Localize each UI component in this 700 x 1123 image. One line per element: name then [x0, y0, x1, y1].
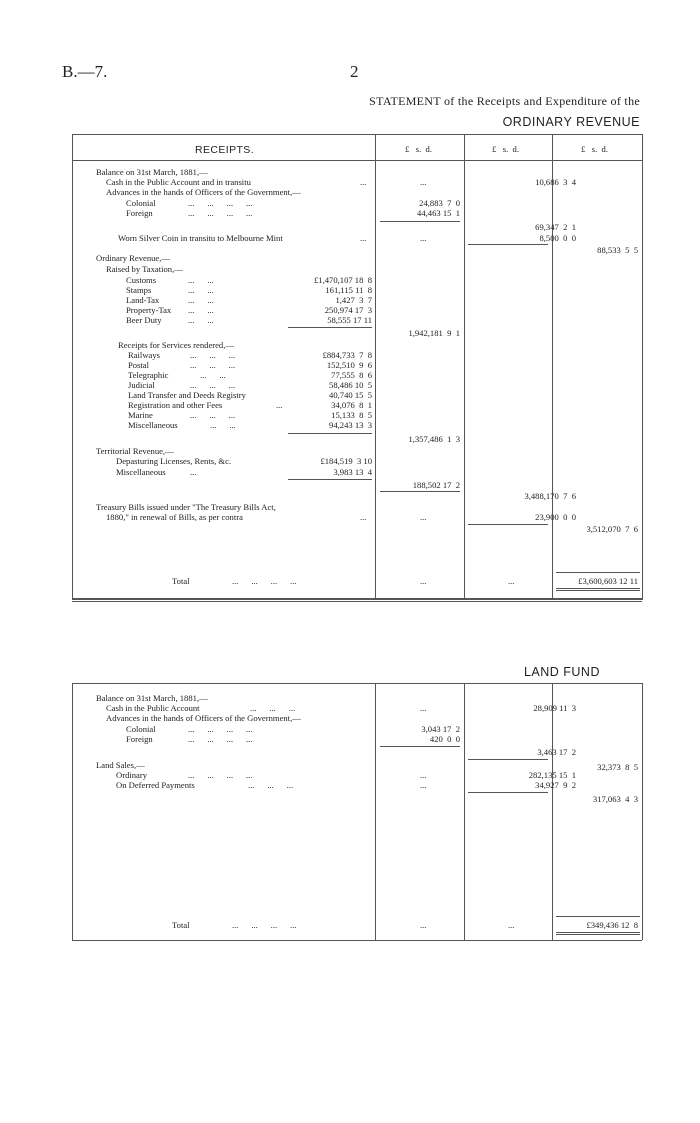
leader: ... ... ...: [190, 350, 236, 360]
leader: ...: [420, 512, 427, 522]
service-amount: 77,555 8 6: [331, 370, 372, 380]
service-label: Telegraphic: [128, 370, 169, 380]
lf-foreign-amount: 420 0 0: [429, 734, 460, 744]
leader: ...: [420, 770, 427, 780]
page-number: 2: [350, 62, 359, 81]
foreign-amount: 44,463 15 1: [417, 208, 460, 218]
section-title-land-fund: LAND FUND: [523, 665, 600, 679]
service-label: Railways: [128, 350, 160, 360]
taxation-label: Stamps: [126, 285, 152, 295]
lf-balance-heading: Balance on 31st March, 1881,—: [96, 693, 208, 703]
cash-label: Cash in the Public Account and in transitu: [106, 177, 251, 187]
leader: ...: [360, 233, 367, 243]
lf-colonial-label: Colonial: [126, 724, 156, 734]
leader: ... ... ...: [190, 360, 236, 370]
services-total: 1,357,486 1 3: [408, 434, 460, 444]
col-header-3: £ s. d.: [581, 144, 608, 154]
leader: ... ... ...: [248, 780, 294, 790]
leader: ...: [360, 177, 367, 187]
statement-title: STATEMENT of the Receipts and Expenditure of the: [369, 94, 640, 108]
leader: ... ... ... ...: [188, 770, 253, 780]
leader: ... ... ... ...: [232, 920, 297, 930]
leader: ... ... ...: [190, 380, 236, 390]
lf-total-amount: £349,436 12 8: [586, 920, 638, 930]
lf-foreign-label: Foreign: [126, 734, 153, 744]
leader: ... ... ... ...: [188, 734, 253, 744]
section-title-ordinary-revenue: ORDINARY REVENUE: [502, 115, 640, 129]
leader: ...: [420, 780, 427, 790]
page-ref: B.—7.: [62, 62, 108, 81]
lf-ordinary-amount: 282,135 15 1: [528, 770, 576, 780]
lf-cash-label: Cash in the Public Account: [106, 703, 200, 713]
lf-ordinary-label: Ordinary: [116, 770, 148, 780]
leader: ...: [276, 400, 283, 410]
service-label: Judicial: [128, 380, 155, 390]
silver-amount: 8,500 0 0: [539, 233, 576, 243]
lf-colonial-amount: 3,043 17 2: [421, 724, 460, 734]
territorial-label: Depasturing Licenses, Rents, &c.: [116, 456, 232, 466]
balance-heading: Balance on 31st March, 1881,—: [96, 167, 208, 177]
service-label: Marine: [128, 410, 153, 420]
service-amount: 94,243 13 3: [329, 420, 372, 430]
territorial-amount: 3,983 13 4: [333, 467, 372, 477]
silver-label: Worn Silver Coin in transitu to Melbourne Mint: [118, 233, 283, 243]
colonial-amount: 24,883 7 0: [419, 198, 460, 208]
leader: ... ...: [188, 285, 214, 295]
service-label: Postal: [128, 360, 150, 370]
taxation-amount: 1,427 3 7: [335, 295, 372, 305]
taxation-heading: Raised by Taxation,—: [106, 264, 183, 274]
lf-sales-heading: Land Sales,—: [96, 760, 145, 770]
service-amount: 15,133 8 5: [331, 410, 372, 420]
treasury-amount: 23,900 0 0: [535, 512, 576, 522]
leader: ... ...: [200, 370, 226, 380]
taxation-amount: 161,115 11 8: [325, 285, 372, 295]
leader: ... ... ...: [250, 703, 296, 713]
lf-advances-total: 3,463 17 2: [537, 747, 576, 757]
grand-subtotal: 3,512,070 7 6: [586, 524, 638, 534]
leader: ...: [420, 576, 427, 586]
taxation-amount: £1,470,107 18 8: [313, 275, 372, 285]
leader: ...: [420, 703, 427, 713]
leader: ... ...: [188, 305, 214, 315]
treasury-label-2: 1880," in renewal of Bills, as per contra: [106, 512, 243, 522]
service-label: Land Transfer and Deeds Registry: [128, 390, 246, 400]
lf-total-label: Total: [172, 920, 190, 930]
foreign-label: Foreign: [126, 208, 153, 218]
colonial-label: Colonial: [126, 198, 156, 208]
leader: ...: [420, 920, 427, 930]
taxation-label: Property-Tax: [126, 305, 172, 315]
leader: ... ... ...: [190, 410, 236, 420]
lf-balance-total: 32,373 8 5: [597, 762, 638, 772]
lf-advances-label: Advances in the hands of Officers of the Government,—: [106, 713, 301, 723]
territorial-amount: £184,519 3 10: [320, 456, 372, 466]
leader: ...: [508, 576, 515, 586]
leader: ... ... ... ...: [188, 198, 253, 208]
taxation-label: Beer Duty: [126, 315, 162, 325]
total-amount: £3,600,603 12 11: [578, 576, 638, 586]
taxation-total: 1,942,181 9 1: [408, 328, 460, 338]
col-header-2: £ s. d.: [492, 144, 519, 154]
service-label: Registration and other Fees: [128, 400, 223, 410]
cash-amount: 10,686 3 4: [535, 177, 576, 187]
leader: ... ...: [188, 275, 214, 285]
advances-label: Advances in the hands of Officers of the Government,—: [106, 187, 301, 197]
territorial-total: 188,502 17 2: [412, 480, 460, 490]
col-header-1: £ s. d.: [405, 144, 432, 154]
service-amount: 34,076 8 1: [331, 400, 372, 410]
ordinary-heading: Ordinary Revenue,—: [96, 253, 170, 263]
ordinary-total: 3,488,170 7 6: [524, 491, 576, 501]
taxation-label: Land-Tax: [126, 295, 160, 305]
leader: ...: [508, 920, 515, 930]
leader: ... ...: [210, 420, 236, 430]
leader: ...: [190, 467, 197, 477]
services-heading: Receipts for Services rendered,—: [118, 340, 234, 350]
advances-total: 69,347 2 1: [535, 222, 576, 232]
total-label: Total: [172, 576, 190, 586]
leader: ...: [360, 512, 367, 522]
leader: ... ... ... ...: [188, 208, 253, 218]
leader: ...: [420, 177, 427, 187]
service-amount: 152,510 9 6: [326, 360, 372, 370]
leader: ...: [420, 233, 427, 243]
receipts-header: RECEIPTS.: [195, 144, 255, 156]
lf-deferred-label: On Deferred Payments: [116, 780, 195, 790]
taxation-amount: 250,974 17 3: [324, 305, 372, 315]
lf-cash-amount: 28,909 11 3: [533, 703, 576, 713]
leader: ... ...: [188, 315, 214, 325]
leader: ... ... ... ...: [232, 576, 297, 586]
service-amount: 58,486 10 5: [329, 380, 372, 390]
taxation-label: Customs: [126, 275, 157, 285]
treasury-label-1: Treasury Bills issued under "The Treasury Bills Act,: [96, 502, 276, 512]
service-amount: 40,740 15 5: [329, 390, 372, 400]
balance-total: 88,533 5 5: [597, 245, 638, 255]
territorial-label: Miscellaneous: [116, 467, 166, 477]
lf-sales-total: 317,063 4 3: [592, 794, 638, 804]
territorial-heading: Territorial Revenue,—: [96, 446, 174, 456]
service-amount: £884,733 7 8: [322, 350, 372, 360]
service-label: Miscellaneous: [128, 420, 178, 430]
leader: ... ... ... ...: [188, 724, 253, 734]
lf-deferred-amount: 34,927 9 2: [535, 780, 576, 790]
leader: ... ...: [188, 295, 214, 305]
taxation-amount: 58,555 17 11: [327, 315, 372, 325]
